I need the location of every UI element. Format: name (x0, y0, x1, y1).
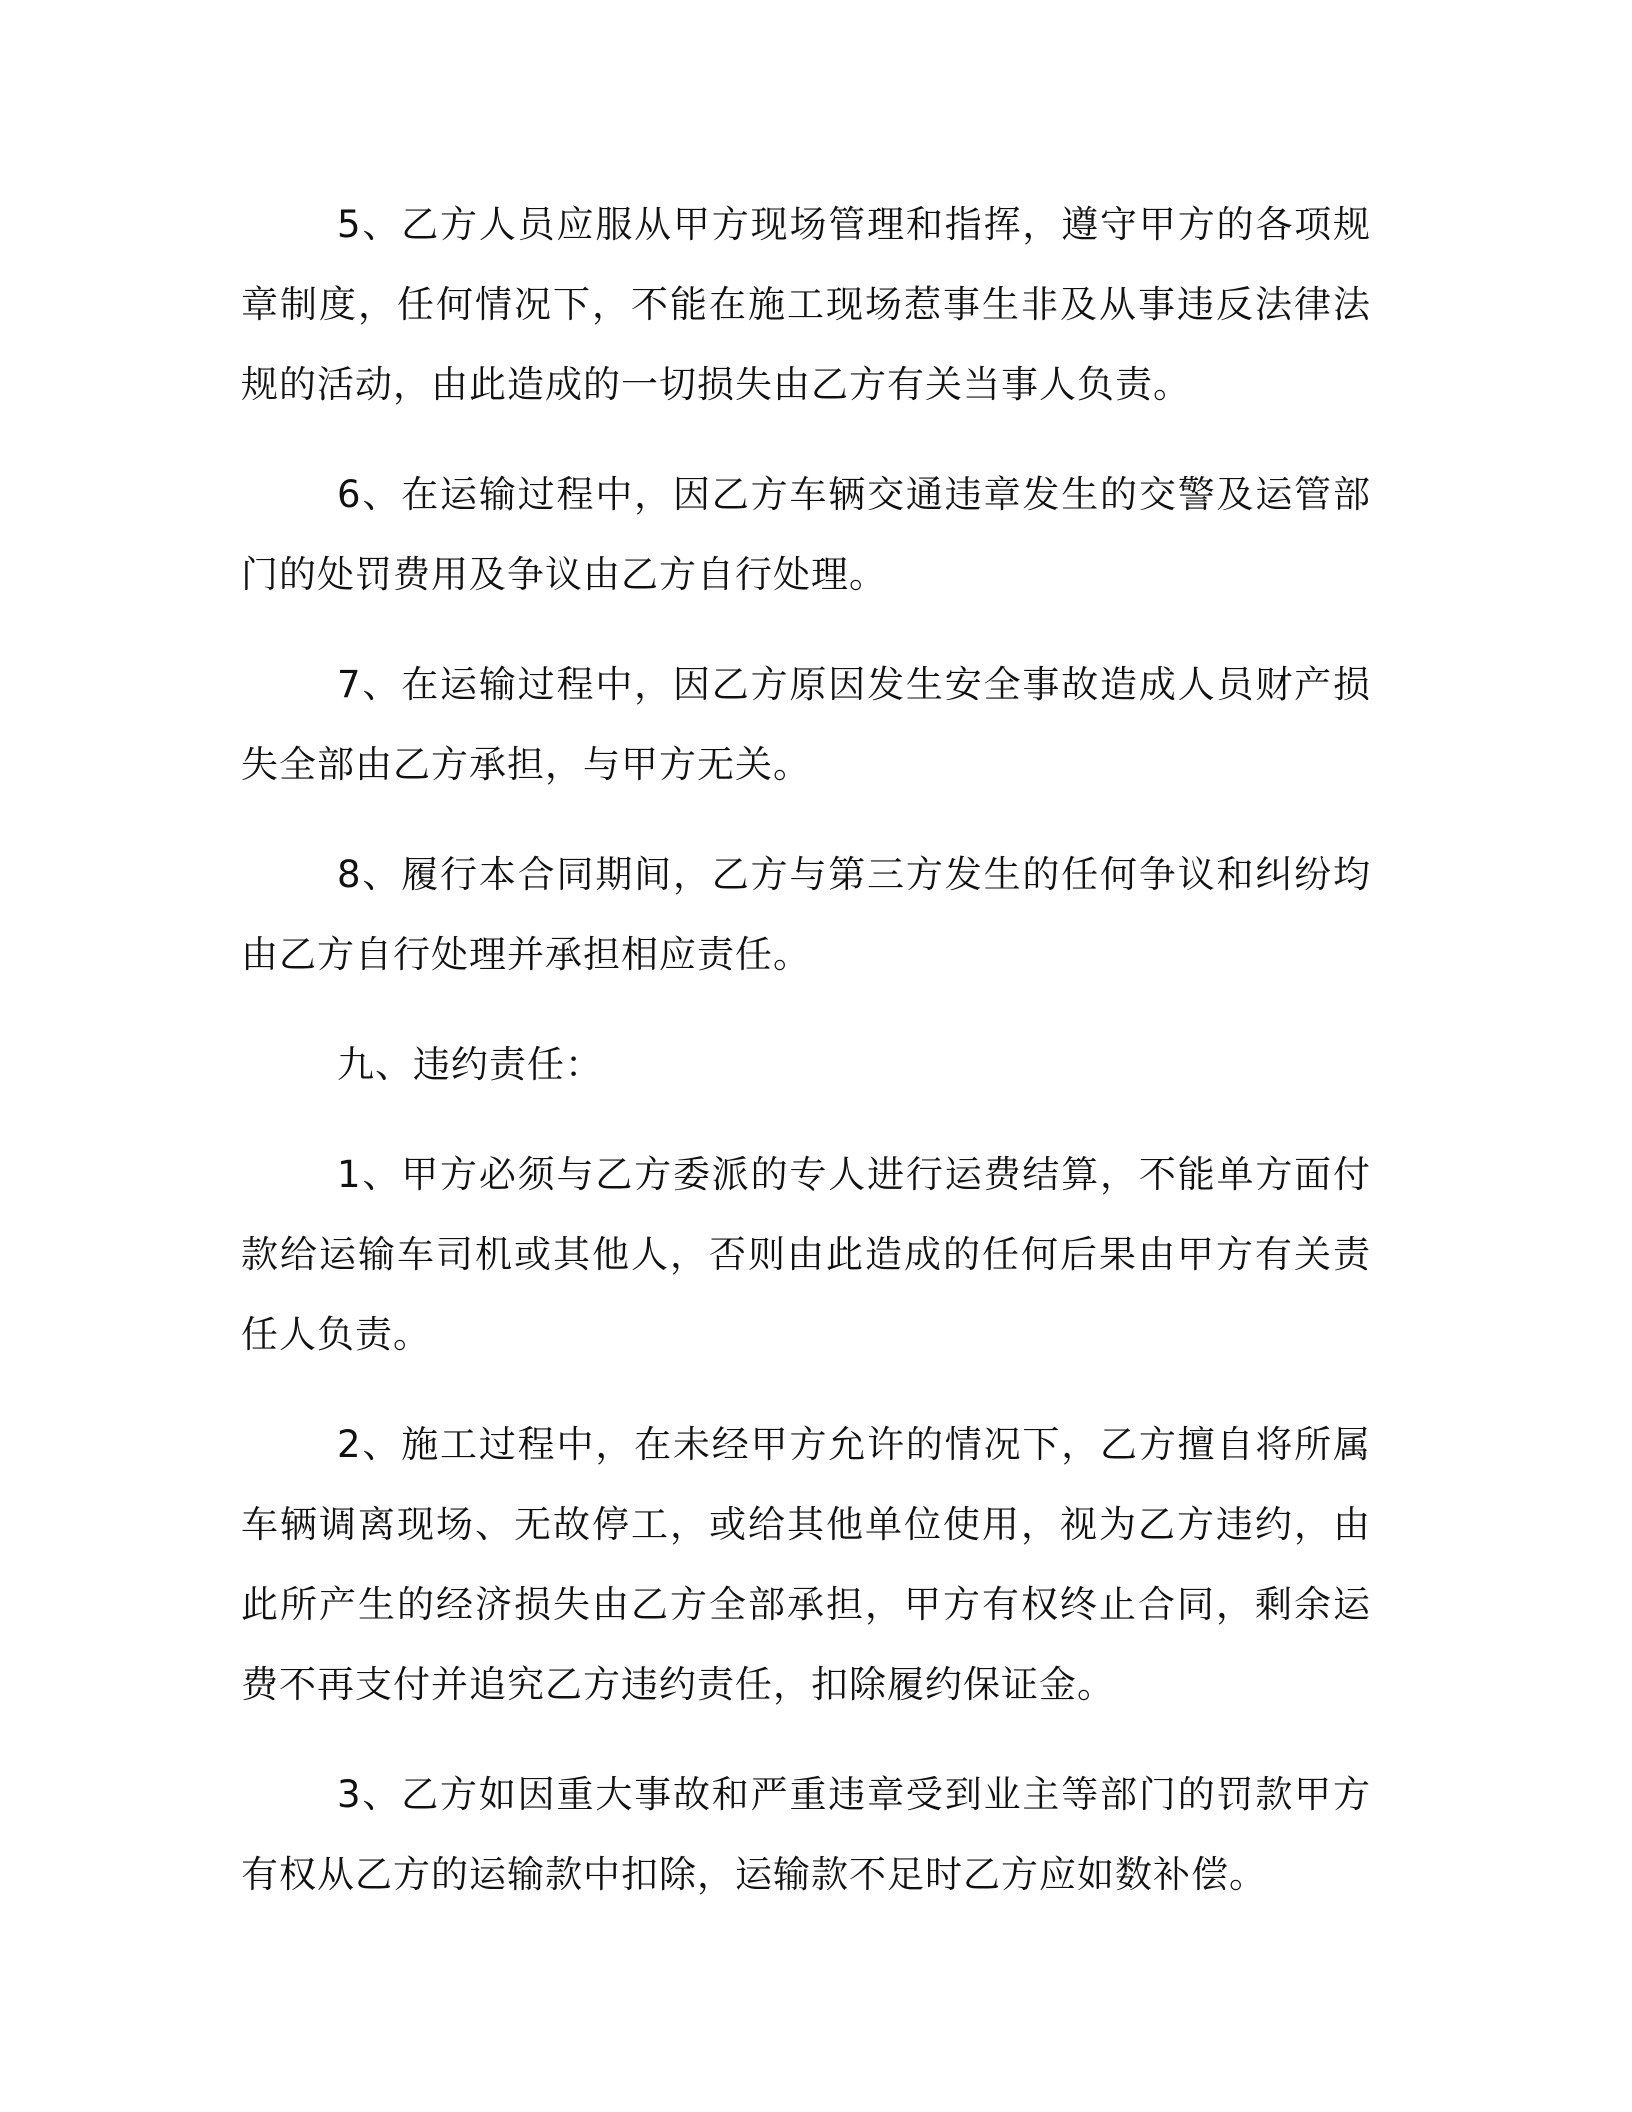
breach-clause-1-paragraph: 1、甲方必须与乙方委派的专人进行运费结算，不能单方面付款给运输车司机或其他人，否则由此造成的任何后果由甲方有关责任人负责。 (241, 1153, 1371, 1356)
document-body (241, 185, 1371, 1945)
section-nine-heading: 九、违约责任： (337, 1043, 603, 1086)
clause-5-paragraph: 5、乙方人员应服从甲方现场管理和指挥，遵守甲方的各项规章制度，任何情况下，不能在施工现场惹事生非及从事违反法律法规的活动，由此造成的一切损失由乙方有关当事人负责。 (241, 203, 1371, 406)
clause-8-paragraph: 8、履行本合同期间，乙方与第三方发生的任何争议和纠纷均由乙方自行处理并承担相应责任。 (241, 853, 1371, 976)
breach-clause-3-paragraph: 3、乙方如因重大事故和严重违章受到业主等部门的罚款甲方有权从乙方的运输款中扣除，运输款不足时乙方应如数补偿。 (241, 1773, 1371, 1896)
clause-6-paragraph: 6、在运输过程中，因乙方车辆交通违章发生的交警及运管部门的处罚费用及争议由乙方自行处理。 (241, 473, 1371, 596)
clause-7-paragraph: 7、在运输过程中，因乙方原因发生安全事故造成人员财产损失全部由乙方承担，与甲方无关。 (241, 663, 1371, 786)
breach-clause-2-paragraph: 2、施工过程中，在未经甲方允许的情况下，乙方擅自将所属车辆调离现场、无故停工，或给其他单位使用，视为乙方违约，由此所产生的经济损失由乙方全部承担，甲方有权终止合同，剩余运费不再支付并追究乙方违约责任，扣除履约保证金。 (241, 1423, 1371, 1706)
